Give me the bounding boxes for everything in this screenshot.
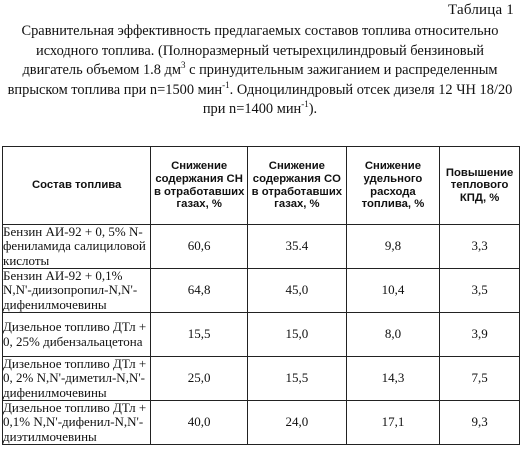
cell-fuel: 10,4 <box>346 269 439 313</box>
table-row <box>3 225 520 269</box>
cell-kpd: 3,9 <box>440 313 520 357</box>
caption-text-3: . Одноцилиндровый отсек дизеля 12 ЧН 18/20 при n=1400 мин <box>202 81 513 117</box>
cell-ch: 60,6 <box>151 225 248 269</box>
cell-kpd: 3,3 <box>440 225 520 269</box>
header-fuel-consumption: Снижение удельного расхода топлива, % <box>346 147 439 225</box>
caption-text-2: с принудительным зажиганием и распределенным впрыском топлива при n=1500 мин <box>7 62 498 98</box>
cell-ch: 15,5 <box>151 313 248 357</box>
caption-superscript-2: -1 <box>222 79 230 90</box>
table-caption <box>6 22 514 120</box>
cell-composition: Дизельное топливо ДТл + 0, 2% N,N'-диметил-N,N'-дифенилмочевины <box>3 357 151 401</box>
cell-co: 45,0 <box>248 269 347 313</box>
cell-fuel: 14,3 <box>346 357 439 401</box>
header-thermal-efficiency: Повышение теплового КПД, % <box>440 147 520 225</box>
table-row <box>3 357 520 401</box>
cell-composition: Дизельное топливо ДТл + 0,1% N,N'-дифенил-N,N'-диэтилмочевины <box>3 401 151 445</box>
table-row <box>3 269 520 313</box>
cell-ch: 25,0 <box>151 357 248 401</box>
caption-text-1: Сравнительная эффективность предлагаемых составов топлива относительно исходного топлива. (Полноразмерный четырехцилиндровый бензиновый двигатель объемом 1.8 дм <box>21 23 499 78</box>
cell-composition: Бензин АИ-92 + 0,1% N,N'-диизопропил-N,N'-дифенилмочевины <box>3 269 151 313</box>
cell-kpd: 3,5 <box>440 269 520 313</box>
fuel-efficiency-table <box>2 146 520 445</box>
cell-composition: Дизельное топливо ДТл + 0, 25% дибензальацетона <box>3 313 151 357</box>
cell-fuel: 8,0 <box>346 313 439 357</box>
header-ch-reduction: Снижение содержания CH в отработавших газах, % <box>151 147 248 225</box>
cell-kpd: 7,5 <box>440 357 520 401</box>
cell-fuel: 9,8 <box>346 225 439 269</box>
cell-co: 15,0 <box>248 313 347 357</box>
header-co-reduction: Снижение содержания CO в отработавших газах, % <box>248 147 347 225</box>
header-composition: Состав топлива <box>3 147 151 225</box>
cell-co: 35.4 <box>248 225 347 269</box>
table-header-row <box>3 147 520 225</box>
cell-co: 15,5 <box>248 357 347 401</box>
cell-ch: 40,0 <box>151 401 248 445</box>
table-row <box>3 313 520 357</box>
caption-superscript-3: -1 <box>301 99 309 110</box>
cell-composition: Бензин АИ-92 + 0, 5% N-фениламида салициловой кислоты <box>3 225 151 269</box>
caption-text-4: ). <box>308 101 318 117</box>
cell-ch: 64,8 <box>151 269 248 313</box>
cell-kpd: 9,3 <box>440 401 520 445</box>
caption-superscript-1: 3 <box>180 60 186 71</box>
cell-co: 24,0 <box>248 401 347 445</box>
table-row <box>3 401 520 445</box>
cell-fuel: 17,1 <box>346 401 439 445</box>
table-number: Таблица 1 <box>448 2 514 18</box>
